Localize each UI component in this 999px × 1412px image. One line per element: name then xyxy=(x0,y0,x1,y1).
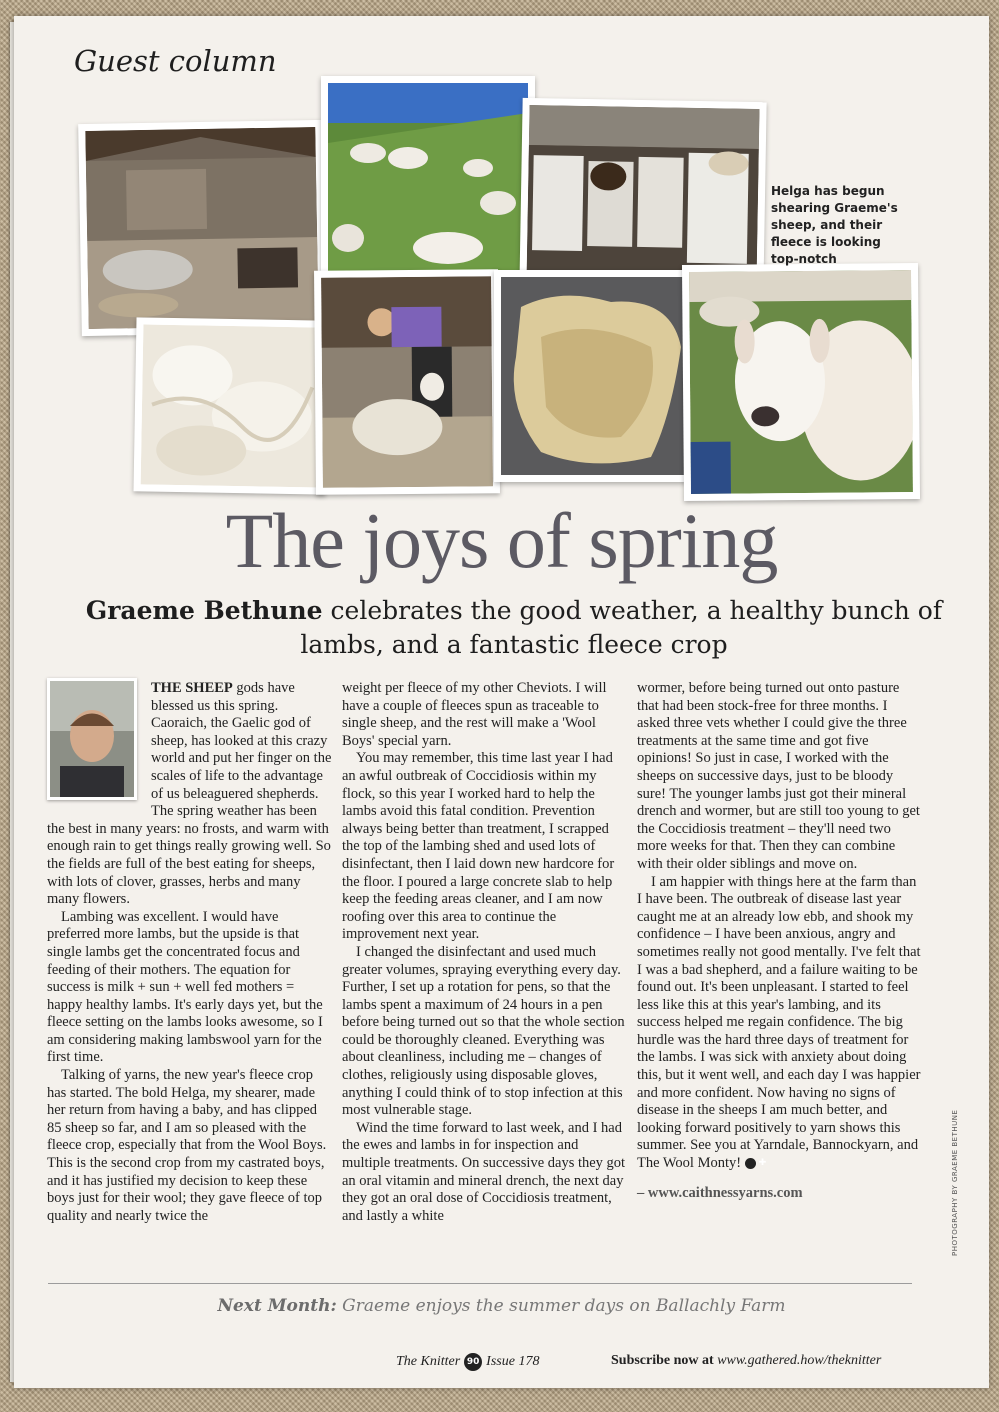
magazine-name: The Knitter xyxy=(396,1354,461,1369)
paragraph: Wind the time forward to last week, and I had the ewes and lambs in for inspection and multiple treatments. On successive days they got an oral vitamin and mineral drench, the next day they got an oral dose of Coccidiosis treatment, and lastly a white xyxy=(342,1119,626,1224)
article-column-3 xyxy=(637,680,922,1202)
next-month-teaser xyxy=(14,1296,989,1316)
page-number: 90 xyxy=(464,1353,482,1371)
paragraph: I changed the disinfectant and used much greater volumes, spraying everything every day. Further, I set up a rotation for pens, so that the lambs spent a maximum of 24 hours in a pen before being turned out so that the whole section could be thoroughly cleaned. Everything was about cleanliness, including me – changes of clothes, religiously using disposable gloves, anything I could think of to stop infection at this most vulnerable stage. xyxy=(342,943,625,1119)
author-portrait xyxy=(47,678,137,800)
paragraph: Lambing was excellent. I would have preferred more lambs, but the upside is that single lambs get the concentrated focus and feeding of their mothers. The equation for success is milk + sun + well fed mothers = happy healthy lambs. It's early days yet, but the fleece setting on the lambs looks awesome, so I am considering making lambswool yarn for the first time. xyxy=(47,908,323,1066)
paragraph: weight per fleece of my other Cheviots. I will have a couple of fleeces spun as traceable to single sheep, and the rest will make a 'Wool Boys' special yarn. xyxy=(342,680,607,749)
paragraph: You may remember, this time last year I had an awful outbreak of Coccidiosis within my flock, so this year I worked hard to help the lambs avoid this fatal condition. Prevention always being better than treatment, I scrapped the top of the lambing shed and used lots of disinfectant, then I laid down new hardcore for the floor. I poured a large concrete slab to help keep the feeding areas cleaner, and I am now roofing over this area to continue the improvement next year. xyxy=(342,750,615,943)
issue-number: Issue 178 xyxy=(486,1354,540,1369)
paragraph: wormer, before being turned out onto pasture that had been stock-free for three months. I asked three vets whether I could give the three treatments at the same time and got five opinions! So just in case, I worked with the sheeps on successive days, just to be bloody sure! The younger lambs just got their mineral drench and wormer, but are still too young to get the Coccidiosis treatment – they'll need two more weeks for that. Then they can combine with their older siblings and move on. xyxy=(637,680,920,872)
footer-issue xyxy=(396,1353,539,1371)
subscribe-label: Subscribe now at xyxy=(611,1353,718,1368)
paragraph: THE SHEEP gods have blessed us this spring. Caoraich, the Gaelic god of sheep, has looked at this crazy world and put her finger on the scales of life to the advantage of us beleaguered shepherds. The spring weather has been the best in many years: no frosts, and warm with enough rain to get things really growing well. So the fields are full of the best eating for sheeps, with lots of clover, grasses, herbs and many many flowers. xyxy=(47,680,332,908)
footer-subscribe xyxy=(611,1353,881,1369)
section-label: Guest column xyxy=(74,44,277,78)
article-lead: THE SHEEP xyxy=(151,680,233,696)
photo-sheep-hillside xyxy=(321,76,535,284)
paragraph: I am happier with things here at the farm than I have been. The outbreak of disease last year caught me at an already low ebb, and shook my confidence – I have been anxious, angry and sometimes really not good mentally. I've felt that I was a bad shepherd, and a failure waiting to be found out. It's been unpleasant. I started to feel less like this at this year's lambing, and its success helped me regain confidence. The big hurdle was the hard three days of treatment for the lambs. I was sick with anxiety about doing this, but it went well, and each day I was happier and more confident. Now having no signs of disease in the sheeps I am much better, and looking forward positively to yarn shows this summer. See you at Yarndale, Bannockyarn, and The Wool Monty! ✚ xyxy=(637,873,921,1172)
photo-shearing xyxy=(314,269,500,495)
next-month-label: Next Month: xyxy=(217,1296,337,1316)
headline: The joys of spring xyxy=(225,497,778,584)
photo-barn-interior xyxy=(78,120,326,336)
photo-sheep-face xyxy=(682,263,920,501)
photo-credit: PHOTOGRAPHY BY GRAEME BETHUNE xyxy=(951,1109,959,1256)
next-month-text: Graeme enjoys the summer days on Ballachly Farm xyxy=(336,1296,786,1316)
paragraph: Talking of yarns, the new year's fleece crop has started. The bold Helga, my shearer, made her return from having a baby, and has clipped 85 sheep so far, and I am so pleased with the fleece crop, especially that from the Wool Boys. This is the second crop from my castrated boys, and it has justified my decision to keep these boys just for their wool; they gave fleece of top quality and nearly twice the xyxy=(47,1067,327,1224)
author-name: Graeme Bethune xyxy=(85,596,323,625)
photo-caption: Helga has begun shearing Graeme's sheep, and their fleece is looking top-notch xyxy=(771,184,898,266)
end-mark-icon: ✚ xyxy=(745,1158,756,1169)
article-column-1 xyxy=(47,680,332,1225)
standfirst xyxy=(84,594,944,662)
article-body xyxy=(47,680,932,1270)
magazine-page xyxy=(14,16,989,1388)
standfirst-text: celebrates the good weather, a healthy bunch of lambs, and a fantastic fleece crop xyxy=(300,596,943,659)
article-column-2 xyxy=(342,680,627,1225)
divider xyxy=(48,1283,912,1284)
photo-fleece-laid-out xyxy=(494,270,698,482)
photo-fleece-closeup xyxy=(133,317,328,494)
website-link[interactable]: – www.caithnessyarns.com xyxy=(637,1184,803,1201)
subscribe-url[interactable]: www.gathered.how/theknitter xyxy=(717,1353,882,1368)
